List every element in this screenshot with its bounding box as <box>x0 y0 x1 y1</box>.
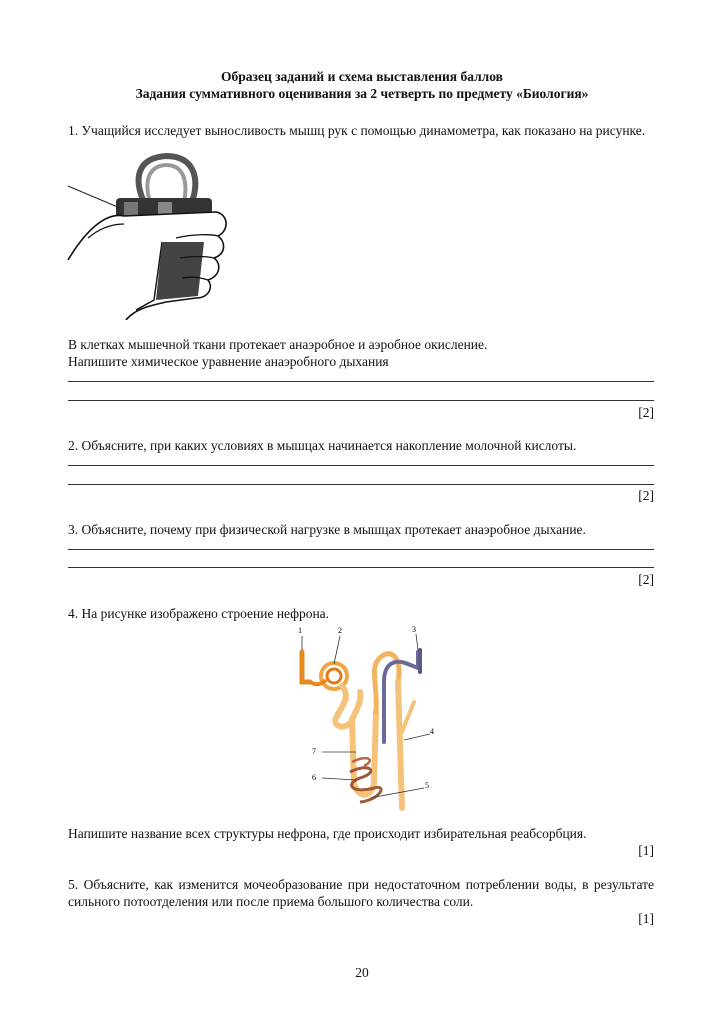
nephron-diagram <box>290 622 440 814</box>
question-3-text: 3. Объясните, почему при физической нагрузке в мышцах протекает анаэробное дыхание. <box>68 522 586 537</box>
header-line-1: Образец заданий и схема выставления баллов <box>221 69 503 84</box>
nephron-label-2: 2 <box>338 626 342 635</box>
dynamometer-figure <box>66 150 236 320</box>
question-4-text: 4. На рисунке изображено строение нефрона. <box>68 606 330 621</box>
question-1-text: 1. Учащийся исследует выносливость мышц рук с помощью динамометра, как показано на рисунке. <box>68 123 646 138</box>
nephron-label-1: 1 <box>298 626 302 635</box>
question-2-text: 2. Объясните, при каких условиях в мышцах начинается накопление молочной кислоты. <box>68 438 577 453</box>
page-number: 20 <box>355 965 369 980</box>
question-3-score: [2] <box>638 572 654 587</box>
question-4-prompt: Напишите название всех структуры нефрона, где происходит избирательная реабсорбция. <box>68 826 587 841</box>
nephron-label-7: 7 <box>312 747 316 756</box>
nephron-label-6: 6 <box>312 773 316 782</box>
nephron-label-5: 5 <box>425 781 429 790</box>
question-2-score: [2] <box>638 488 654 503</box>
answer-line[interactable] <box>68 567 654 568</box>
question-1-prompt: Напишите химическое уравнение анаэробного дыхания <box>68 354 389 369</box>
answer-line[interactable] <box>68 400 654 401</box>
header-line-2: Задания суммативного оценивания за 2 четверть по предмету «Биология» <box>135 86 589 101</box>
question-1-context: В клетках мышечной ткани протекает анаэробное и аэробное окисление. <box>68 337 488 352</box>
answer-line[interactable] <box>68 549 654 550</box>
answer-line[interactable] <box>68 465 654 466</box>
question-5-text: 5. Объясните, как изменится мочеобразование при недостаточном потреблении воды, в результате сильного потоотделения или после приема большого количества соли. <box>68 877 654 909</box>
answer-line[interactable] <box>68 381 654 382</box>
question-1-score: [2] <box>638 405 654 420</box>
question-5-score: [1] <box>638 911 654 926</box>
answer-line[interactable] <box>68 484 654 485</box>
nephron-label-4: 4 <box>430 727 434 736</box>
nephron-label-3: 3 <box>412 625 416 634</box>
question-4-score: [1] <box>638 843 654 858</box>
